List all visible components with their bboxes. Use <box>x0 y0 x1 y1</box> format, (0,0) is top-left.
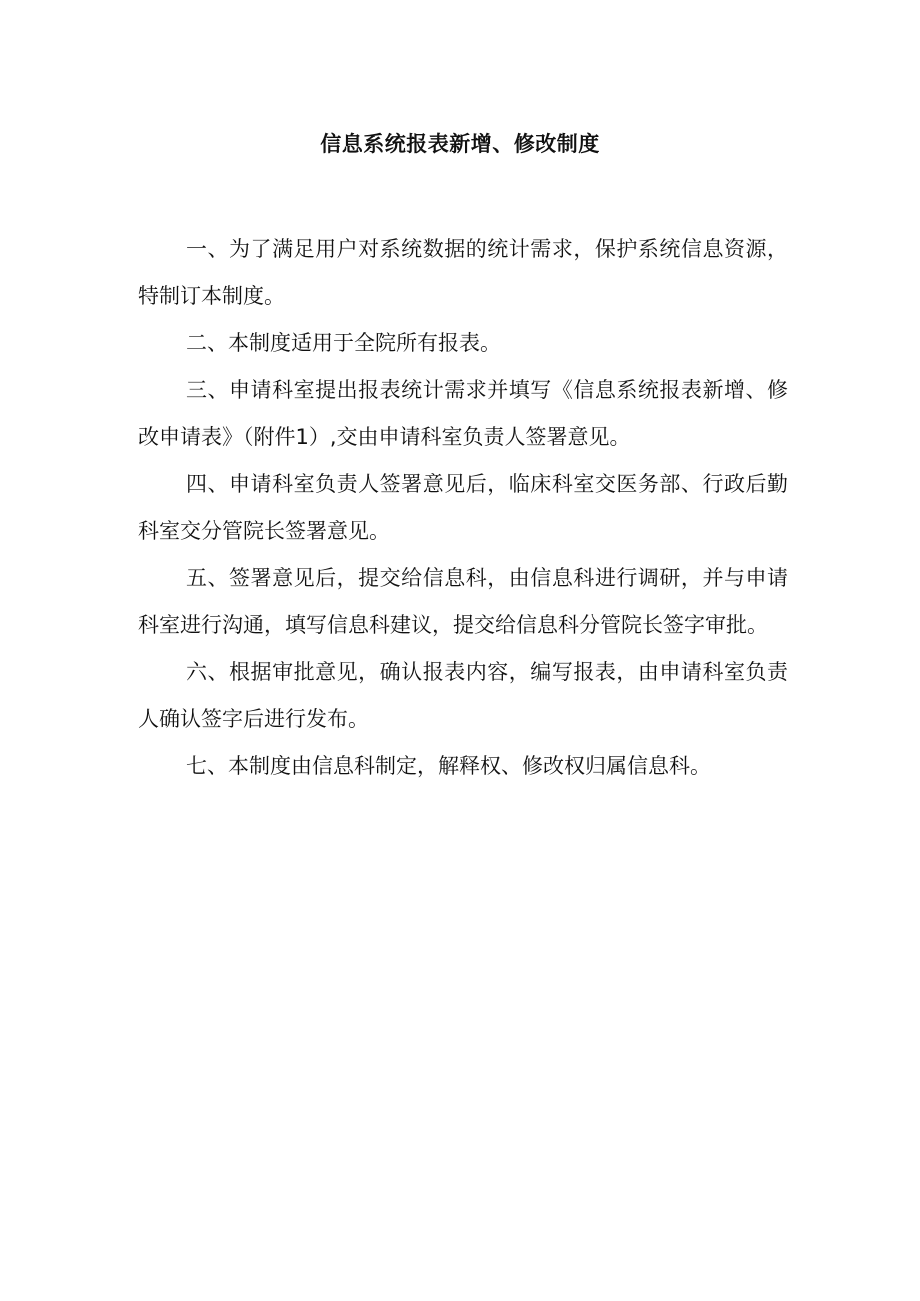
clause-5: 五、签署意见后，提交给信息科，由信息科进行调研，并与申请科室进行沟通，填写信息科建议，提交给信息科分管院长签字审批。 <box>138 566 788 637</box>
clause-7: 七、本制度由信息科制定，解释权、修改权归属信息科。 <box>186 754 711 778</box>
clause-list <box>138 226 788 790</box>
document-title: 信息系统报表新增、修改制度 <box>320 132 600 156</box>
clause-3: 三、申请科室提出报表统计需求并填写《信息系统报表新增、修改申请表》（附件1）,交由申请科室负责人签署意见。 <box>138 378 788 449</box>
clause-2: 二、本制度适用于全院所有报表。 <box>186 331 501 355</box>
clause-1: 一、为了满足用户对系统数据的统计需求，保护系统信息资源，特制订本制度。 <box>138 237 788 308</box>
clause-4: 四、申请科室负责人签署意见后，临床科室交医务部、行政后勤科室交分管院长签署意见。 <box>138 472 788 543</box>
clause-6: 六、根据审批意见，确认报表内容，编写报表，由申请科室负责人确认签字后进行发布。 <box>138 660 788 731</box>
